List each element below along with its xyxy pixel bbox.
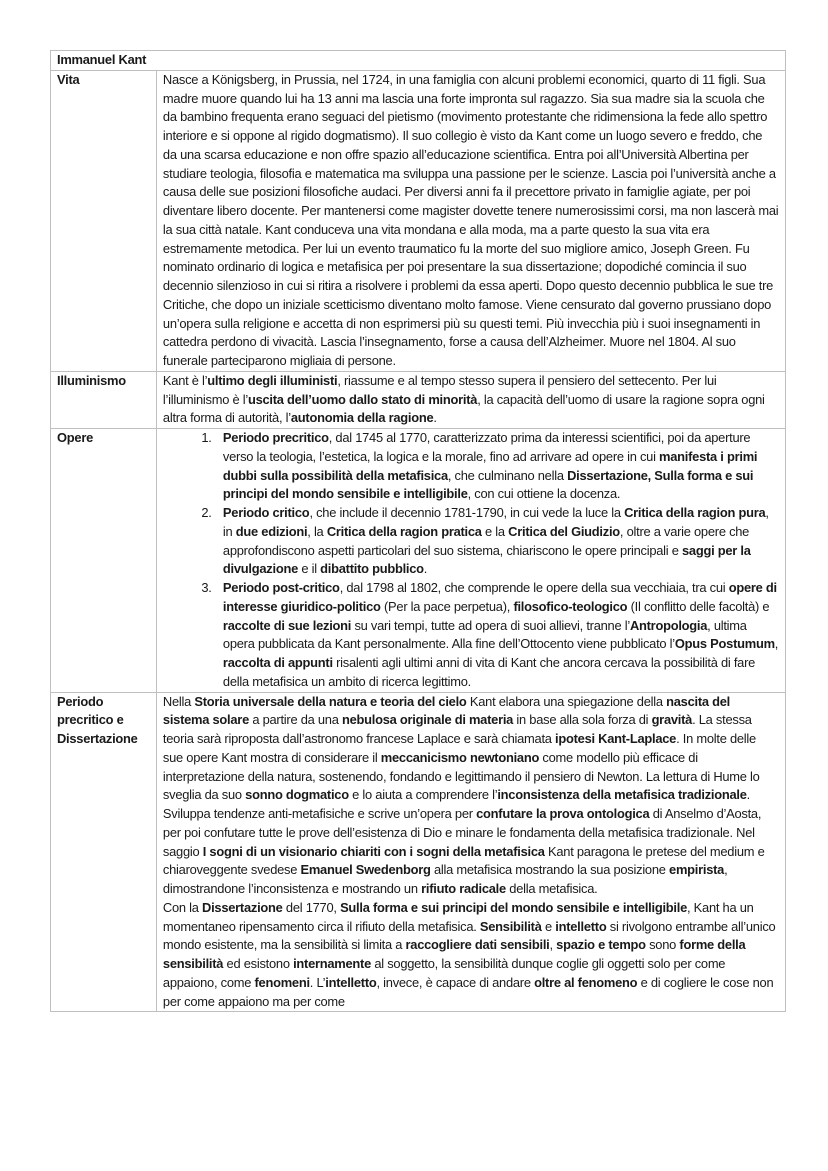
notes-table	[50, 50, 786, 1012]
text: in base alla sola forza di	[513, 712, 652, 728]
bold-text: intelletto	[325, 974, 377, 990]
row-content-opere	[156, 429, 785, 693]
list-item-precritico	[215, 429, 779, 504]
text: alla metafisica mostrando la sua posizione	[430, 862, 670, 878]
bold-text: rifiuto radicale	[421, 881, 506, 896]
bold-text: gravità	[651, 712, 693, 728]
table-row-opere	[51, 429, 786, 693]
text: .	[423, 561, 428, 577]
text: sono	[645, 937, 680, 953]
table-row-illuminismo	[51, 371, 786, 428]
bold-text: Dissertazione, Sulla forma e sui principi del mondo sensibile e intelligibile	[222, 467, 754, 502]
text: Con la	[162, 899, 203, 915]
row-label-periodo-precritico: Periodo precritico e Dissertazione	[51, 692, 157, 1012]
bold-text: Periodo precritico	[222, 430, 329, 445]
bold-text: Periodo critico	[222, 505, 310, 520]
row-label-vita: Vita	[51, 70, 157, 371]
text: , dimostrandone l’inconsistenza e mostrando un	[162, 862, 728, 896]
text: della metafisica.	[505, 881, 598, 896]
bold-text: intelletto	[555, 918, 607, 934]
bold-text: Critica del Giudizio	[508, 523, 620, 539]
text: , la	[307, 523, 327, 539]
bold-text: dibattito pubblico	[320, 561, 424, 577]
text: , dal 1798 al 1802, che comprende le opere della sua vecchiaia, tra cui	[339, 580, 729, 595]
bold-text: nebulosa originale di materia	[341, 712, 514, 728]
text: , riassume e al tempo stesso supera il pensiero del settecento. Per lui l’illuminismo è l’	[162, 372, 717, 407]
text: e	[541, 918, 556, 934]
text: , ultima opera pubblicata da Kant personalmente. Alla fine dell’Ottocento viene pubblicato l’	[222, 617, 747, 652]
bold-text: manifesta i primi dubbi sulla possibilità della metafisica	[222, 448, 758, 483]
text: di Anselmo d’Aosta, per poi confutare tutte le prove dell’esistenza di Dio e minare le fondamenta della metafisica tradizionale. Nel saggio	[162, 806, 762, 859]
text: (Il conflitto delle facoltà) e	[627, 598, 770, 614]
bold-text: opere di interesse giuridico-politico	[222, 580, 777, 614]
table-row-periodo-precritico	[51, 692, 786, 1012]
text: , invece, è capace di andare	[376, 974, 535, 990]
text: . L’	[309, 974, 326, 990]
list-item-critico	[215, 504, 779, 579]
text: e di cogliere le cose non per come appaiono ma per come	[162, 974, 774, 1009]
text: Kant paragona le pretese del medium e chiaroveggente svedese	[162, 843, 765, 878]
text: e la	[481, 523, 509, 539]
text: Kant è l’	[162, 372, 208, 388]
text: del 1770,	[282, 899, 341, 915]
bold-text: Storia universale della natura e teoria del cielo	[194, 693, 467, 709]
bold-text: raccogliere dati sensibili	[405, 937, 550, 953]
document-title: Immanuel Kant	[51, 51, 786, 71]
text: risalenti agli ultimi anni di vita di Kant che ancora cercava la possibilità di fare della metafisica un ambito di ricerca legittimo.	[222, 655, 756, 689]
row-content-periodo-precritico	[156, 692, 785, 1012]
title-row	[51, 51, 786, 71]
text: come modello più efficace di interpretazione della natura, sostenendo, fondando e legittimando il pensiero di Newton. La lettura di Hume lo sveglia da suo	[162, 749, 760, 803]
bold-text: saggi per la divulgazione	[222, 542, 751, 577]
bold-text: inconsistenza della metafisica tradizionale	[497, 787, 747, 803]
text: ed esistono	[223, 956, 294, 971]
text: e il	[298, 561, 321, 577]
row-content-vita	[156, 70, 785, 371]
bold-text: fenomeni	[254, 974, 310, 990]
text: , con cui ottiene la docenza.	[467, 486, 621, 502]
bold-text: Sulla forma e sui principi del mondo sensibile e intelligibile	[340, 899, 688, 915]
bold-text: filosofico-teologico	[513, 598, 628, 614]
text: , dal 1745 al 1770, caratterizzato prima da interessi scientifici, poi da aperture verso la teologia, l’estetica, la logica e la morale, fino ad arrivare ad opere in cui	[222, 430, 751, 464]
bold-text: I sogni di un visionario chiariti con i sogni della metafisica	[202, 843, 545, 859]
works-list	[163, 429, 779, 692]
text: Nasce a Königsberg, in Prussia, nel 1724, in una famiglia con alcuni problemi economici, quarto di 11 figli. Sua madre muore quando lui ha 13 anni ma lascia una forte impronta sul ragazzo. Sia sua madre sia la scuola che da bambino frequenta erano seguaci del pietismo (movimento protestante che ridimensiona la fede allo spettro interiore e si oppone al rigido dogmatismo). Il suo collegio è visto da Kant come un luogo severo e freddo, che da una scarsa educazione e non offre spazio all’educazione scientifica. Entra poi all’Università Albertina per studiare teologia, filosofia e matematica ma sviluppa una passione per le scienze. Lascia poi l’università anche a causa delle sue posizioni filosofiche audaci. Per diversi anni fa il precettore privato in famiglie agiate, per poi diventare libero docente. Per mantenersi come magister dovette tenere numerosissimi corsi, ma non lascerà mai la sua città natale. Kant conduceva una vita mondana e alla moda, ma a parte questo la sua vita era estremamente metodica. Per lui un evento traumatico fu la morte del suo migliore amico, Joseph Green. Fu nominato ordinario di logica e metafisica per poi presentare la sua dissertazione; dopodiché comincia il suo decennio silenzioso in cui si ritira a risolvere i problemi da essa aperti. Dopo questo decennio pubblica le sue tre Critiche, che dopo un iniziale scetticismo diventano molto famose. Viene censurato dal governo prussiano dopo un’opera sulla religione e accetta di non esprimersi più su questi temi. Più invecchia più i suoi insegnamenti in cattedra perdono di vivacità. Lascia l’insegnamento, forse a causa dell’Alzheimer. Muore nel 1804. Al suo funerale parteciparono migliaia di persone.	[162, 71, 779, 368]
bold-text: Critica della ragion pratica	[326, 523, 482, 539]
bold-text: Antropologia	[629, 617, 708, 633]
text: . In molte delle sue opere Kant mostra di considerare il	[162, 731, 756, 765]
bold-text: empirista	[669, 862, 725, 878]
bold-text: ipotesi Kant-Laplace	[555, 731, 677, 746]
bold-text: meccanicismo newtoniano	[380, 749, 540, 765]
text: , che culminano nella	[447, 467, 568, 483]
bold-text: nascita del sistema solare	[162, 693, 731, 728]
text: al soggetto, la sensibilità dunque coglie gli oggetti solo per come appaiono, come	[162, 956, 726, 990]
paragraph	[163, 693, 779, 899]
text: , che include il decennio 1781-1790, in cui vede la luce la	[309, 505, 625, 520]
bold-text: Critica della ragion pura	[624, 505, 766, 520]
bold-text: forme della sensibilità	[162, 937, 746, 971]
paragraph	[163, 372, 779, 428]
row-content-illuminismo	[156, 371, 785, 428]
bold-text: due edizioni	[235, 523, 308, 539]
text: a partire da una	[249, 712, 342, 728]
text: si rivolgono entrambe all’unico mondo esistente, ma la sensibilità si limita a	[162, 918, 776, 953]
text: . Sviluppa tendenze anti-metafisiche e scrive un’opera per	[162, 787, 750, 821]
bold-text: raccolte di sue lezioni	[222, 617, 352, 633]
table-row-vita	[51, 70, 786, 371]
text: , la capacità dell’uomo di usare la ragione sopra ogni altra forma di autorità, l’	[162, 391, 765, 426]
text: Nella	[162, 693, 195, 709]
bold-text: sonno dogmatico	[245, 787, 349, 803]
paragraph	[163, 71, 779, 371]
list-item-post-critico	[215, 579, 779, 692]
text: Kant elabora una spiegazione della	[466, 693, 667, 709]
row-label-illuminismo: Illuminismo	[51, 371, 157, 428]
bold-text: Periodo post-critico	[222, 580, 340, 595]
bold-text: autonomia della ragione	[290, 410, 434, 426]
bold-text: uscita dell’uomo dallo stato di minorità	[247, 391, 478, 407]
text: , in	[222, 505, 769, 539]
text: su vari tempi, tutte ad opera di suoi allievi, tranne l’	[351, 617, 630, 633]
text: e lo aiuta a comprendere l’	[348, 787, 498, 803]
text: .	[433, 410, 437, 426]
bold-text: ultimo degli illuministi	[207, 372, 338, 388]
bold-text: Emanuel Swedenborg	[300, 862, 431, 878]
bold-text: spazio e tempo	[556, 937, 646, 953]
bold-text: Opus Postumum	[674, 636, 775, 652]
text: . La stessa teoria sarà riproposta dall’astronomo francese Laplace e sarà chiamata	[162, 712, 752, 746]
text: (Per la pace perpetua),	[380, 598, 514, 614]
paragraph	[163, 899, 779, 1012]
text: , Kant ha un momentaneo ripensamento circa il rifiuto della metafisica.	[162, 899, 754, 934]
row-label-opere: Opere	[51, 429, 157, 693]
bold-text: Sensibilità	[479, 918, 542, 934]
bold-text: confutare la prova ontologica	[476, 806, 650, 821]
bold-text: Dissertazione	[202, 899, 283, 915]
text: ,	[549, 937, 557, 953]
bold-text: oltre al fenomeno	[534, 974, 638, 990]
bold-text: internamente	[293, 956, 372, 971]
bold-text: raccolta di appunti	[222, 655, 333, 670]
text: , oltre a varie opere che approfondiscono aspetti particolari del suo sistema, chiariscono le opere principali e	[222, 523, 750, 558]
text: ,	[774, 636, 779, 652]
